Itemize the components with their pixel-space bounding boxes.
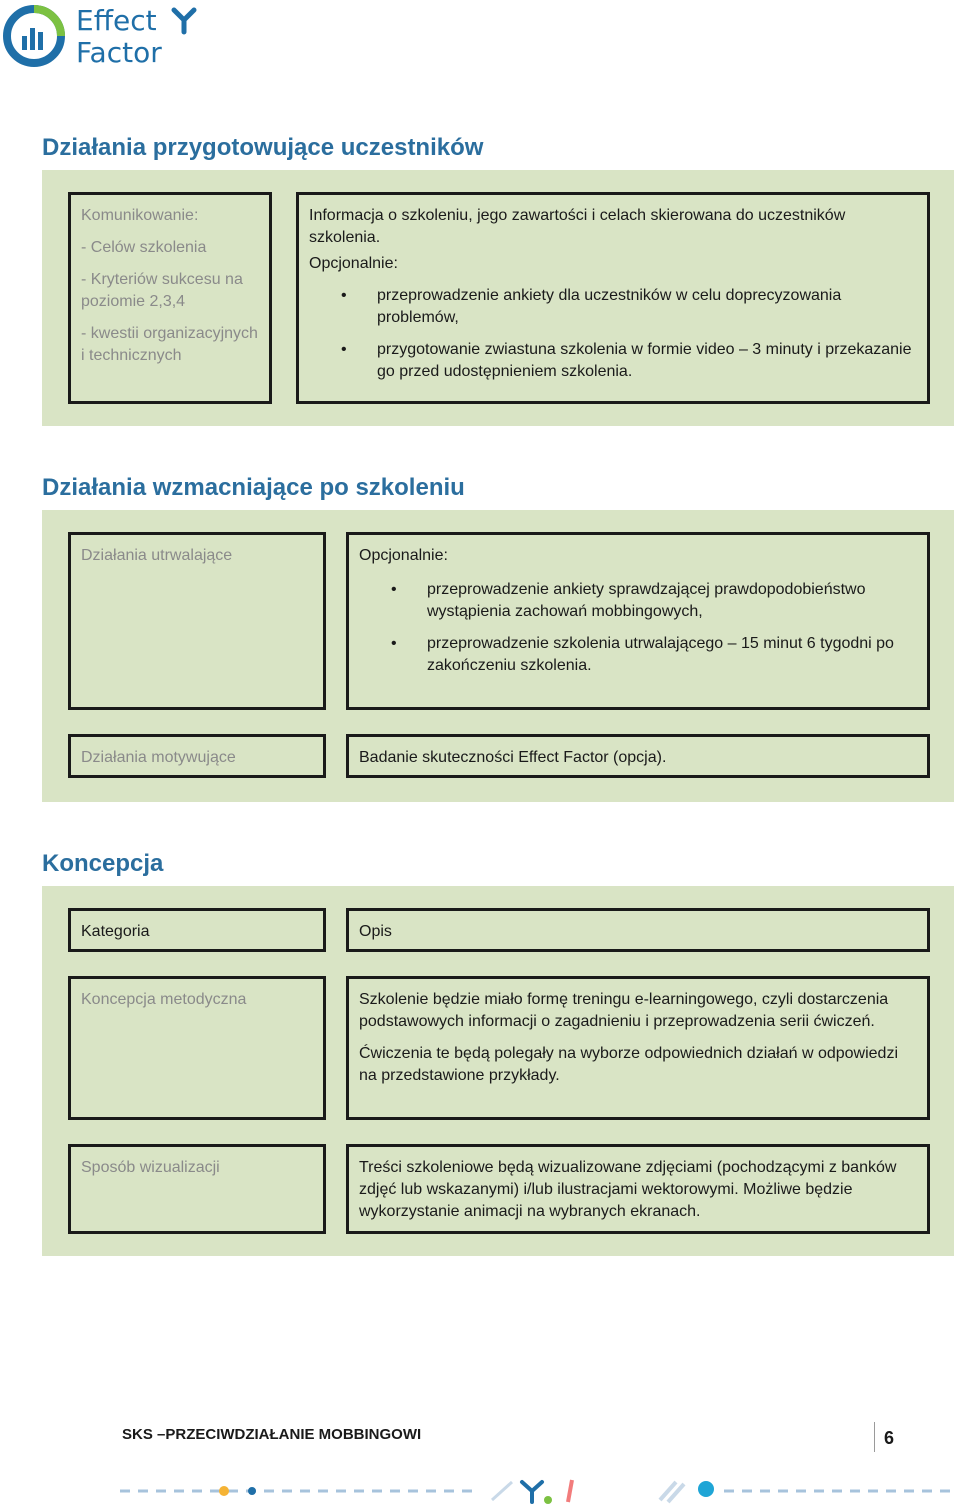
methodology-paragraph: Ćwiczenia te będą polegały na wyborze odpowiednich działań w odpowiedzi na przedstawione przykłady. <box>359 1045 898 1084</box>
motivating-label-box <box>68 734 326 778</box>
communication-label: Komunikowanie: <box>81 207 199 224</box>
motivating-label: Działania motywujące <box>81 749 236 766</box>
optional-label: Opcjonalnie: <box>309 255 398 272</box>
category-header: Kategoria <box>81 923 150 940</box>
consolidating-description-box <box>346 532 930 710</box>
optional-label: Opcjonalnie: <box>359 547 448 564</box>
brand-line1: Effect <box>76 4 157 37</box>
list-item: • przygotowanie zwiastuna szkolenia w formie video – 3 minuty i przekazanie go przed udostępnieniem szkolenia. <box>309 339 917 383</box>
communication-item: - Kryteriów sukcesu na poziomie 2,3,4 <box>81 271 243 310</box>
consolidating-label: Działania utrwalające <box>81 547 233 564</box>
consolidating-label-box <box>68 532 326 710</box>
visualization-text: Treści szkoleniowe będą wizualizowane zdjęciami (pochodzącymi z banków zdjęć lub wskazanymi) i/lub ilustracjami wektorowymi. Możliwe będzie wykorzystanie animacji na wybranych ekranach. <box>359 1159 897 1220</box>
footer-decoration <box>120 1476 960 1506</box>
methodology-label: Koncepcja metodyczna <box>81 991 247 1008</box>
page-separator <box>874 1422 875 1452</box>
page-number: 6 <box>884 1428 895 1448</box>
methodology-paragraph: Szkolenie będzie miało formę treningu e-learningowego, czyli dostarczenia podstawowych informacji o zagadnieniu i przeprowadzenia serii ćwiczeń. <box>359 991 889 1030</box>
list-item: • przeprowadzenie ankiety dla uczestników w celu doprecyzowania problemów, <box>309 285 917 329</box>
communication-item: - kwestii organizacyjnych i technicznych <box>81 325 258 364</box>
visualization-label: Sposób wizualizacji <box>81 1159 220 1176</box>
logo-chart-icon <box>0 0 70 72</box>
preparation-description-box <box>296 192 930 404</box>
table-header-description <box>346 908 930 952</box>
motivating-description-box <box>346 734 930 778</box>
logo-y-icon <box>170 6 198 36</box>
footer-title: SKS –PRZECIWDZIAŁANIE MOBBINGOWI <box>122 1426 422 1443</box>
list-item: • przeprowadzenie ankiety sprawdzającej prawdopodobieństwo wystąpienia zachowań mobbingowych, <box>359 579 917 623</box>
methodology-description-box <box>346 976 930 1120</box>
section-title-preparation: Działania przygotowujące uczestników <box>42 134 484 161</box>
effect-factor-logo <box>0 0 220 72</box>
visualization-label-box <box>68 1144 326 1234</box>
methodology-label-box <box>68 976 326 1120</box>
communication-item: - Celów szkolenia <box>81 239 207 256</box>
visualization-description-box <box>346 1144 930 1234</box>
section-title-concept: Koncepcja <box>42 850 164 877</box>
section-title-reinforcement: Działania wzmacniające po szkoleniu <box>42 474 465 501</box>
list-item: • przeprowadzenie szkolenia utrwalającego – 15 minut 6 tygodni po zakończeniu szkolenia. <box>359 633 917 677</box>
table-header-category <box>68 908 326 952</box>
preparation-intro: Informacja o szkoleniu, jego zawartości i celach skierowana do uczestników szkolenia. <box>309 207 846 246</box>
communication-box <box>68 192 272 404</box>
motivating-text: Badanie skuteczności Effect Factor (opcja). <box>359 749 667 766</box>
description-header: Opis <box>359 923 392 940</box>
brand-line2: Factor <box>76 36 162 69</box>
